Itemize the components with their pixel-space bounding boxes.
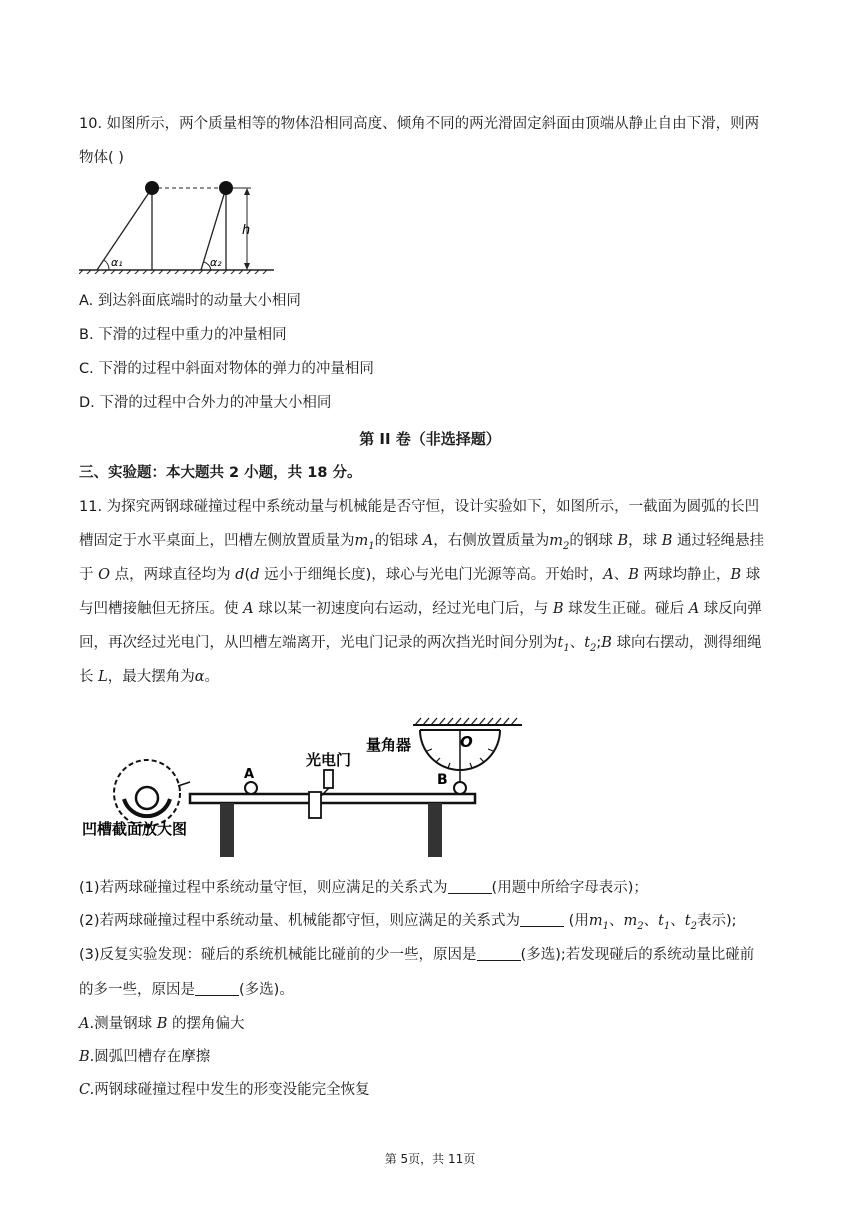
angle-alpha1-label: α₁ — [111, 256, 123, 269]
incline-1 — [97, 188, 152, 270]
answer-blank-3[interactable] — [477, 946, 521, 961]
table-top — [190, 794, 475, 803]
q10-stem-line2: 物体( ) — [79, 150, 124, 166]
symbol-t1: $t_1$ — [557, 635, 570, 654]
symbol-m2: $m_2$ — [549, 533, 570, 552]
answer-blank-1[interactable] — [448, 879, 492, 894]
q11-stem-line4: 与凹槽接触但无挤压。使 A 球以某一初速度向右运动，经过光电门后，与 B 球发生正碰。碰后 A 球反向弹 — [79, 601, 762, 617]
q11-part3-line1: (3)反复实验发现：碰后的系统机械能比碰前的少一些，原因是 (多选);若发现碰后的系统动量比碰前 — [79, 947, 755, 963]
q11-stem-line6: 长 L，最大摆角为α。 — [79, 669, 220, 685]
photogate-label: 光电门 — [306, 751, 352, 769]
q10-option-c: C. 下滑的过程中斜面对物体的弹力的冲量相同 — [79, 361, 374, 377]
groove-arc — [124, 799, 170, 816]
answer-blank-4[interactable] — [195, 981, 239, 996]
q11-choice-b: B.圆弧凹槽存在摩擦 — [79, 1049, 211, 1065]
table-leg-left — [220, 803, 234, 857]
page-footer: 第 5页，共 11页 — [384, 1152, 476, 1166]
q11-choice-c: C.两钢球碰撞过程中发生的形变没能完全恢复 — [79, 1082, 370, 1098]
q10-option-a: A. 到达斜面底端时的动量大小相同 — [79, 293, 301, 309]
q11-stem-line1: 11. 为探究两钢球碰撞过程中系统动量与机械能是否守恒，设计实验如下，如图所示，一截面为圆弧的长凹 — [79, 499, 760, 515]
section3-heading: 三、实验题：本大题共 2 小题，共 18 分。 — [79, 465, 362, 481]
table-leg-right — [428, 803, 442, 857]
photogate — [324, 770, 333, 788]
groove-label: 凹槽截面放大图 — [82, 820, 188, 838]
q10-option-b: B. 下滑的过程中重力的冲量相同 — [79, 327, 287, 343]
q11-part2: (2)若两球碰撞过程中系统动量、机械能都守恒，则应满足的关系式为 (用$m_1$、$m_2$、$t_1$、$t_2$表示); — [79, 913, 737, 932]
q10-inclined-planes-figure — [79, 176, 279, 274]
part2-title: 第 II 卷（非选择题） — [359, 430, 501, 448]
pivot-o-label: O — [460, 733, 473, 751]
q11-stem-line2: 槽固定于水平桌面上，凹槽左侧放置质量为$m_1$的铝球 A，右侧放置质量为$m_2$的钢球 B，球 B 通过轻绳悬挂 — [79, 533, 764, 552]
protractor-label: 量角器 — [366, 736, 412, 754]
q11-choice-a: A.测量钢球 B 的摆角偏大 — [79, 1016, 245, 1032]
q11-part1: (1)若两球碰撞过程中系统动量守恒，则应满足的关系式为 (用题中所给字母表示)； — [79, 880, 648, 896]
height-label: h — [242, 223, 251, 238]
q11-stem-line3: 于 O 点，两球直径均为 d(d 远小于细绳长度)，球心与光电门光源等高。开始时，A、B 两球均静止，B 球 — [79, 567, 761, 583]
symbol-m1: $m_1$ — [354, 533, 375, 552]
ball-a-label: A — [244, 767, 255, 782]
q10-option-d: D. 下滑的过程中合外力的冲量大小相同 — [79, 395, 332, 411]
angle-alpha2-label: α₂ — [210, 256, 222, 269]
ball-b-label: B — [437, 772, 448, 788]
ball-a — [245, 782, 257, 794]
ball-b — [454, 782, 466, 794]
ball-1 — [145, 181, 159, 195]
ball-2 — [219, 181, 233, 195]
symbol-t2: $t_2$ — [584, 635, 597, 654]
q11-part3-line2: 的多一些，原因是 (多选)。 — [79, 982, 294, 998]
q10-stem-line1: 10. 如图所示，两个质量相等的物体沿相同高度、倾角不同的两光滑固定斜面由顶端从静止自由下滑，则两 — [79, 116, 760, 132]
q11-experiment-figure — [82, 716, 527, 860]
answer-blank-2[interactable] — [520, 912, 564, 927]
q11-stem-line5: 回，再次经过光电门，从凹槽左端离开，光电门记录的两次挡光时间分别为$t_1$、$t_2;B$ 球向右摆动，测得细绳 — [79, 635, 762, 654]
